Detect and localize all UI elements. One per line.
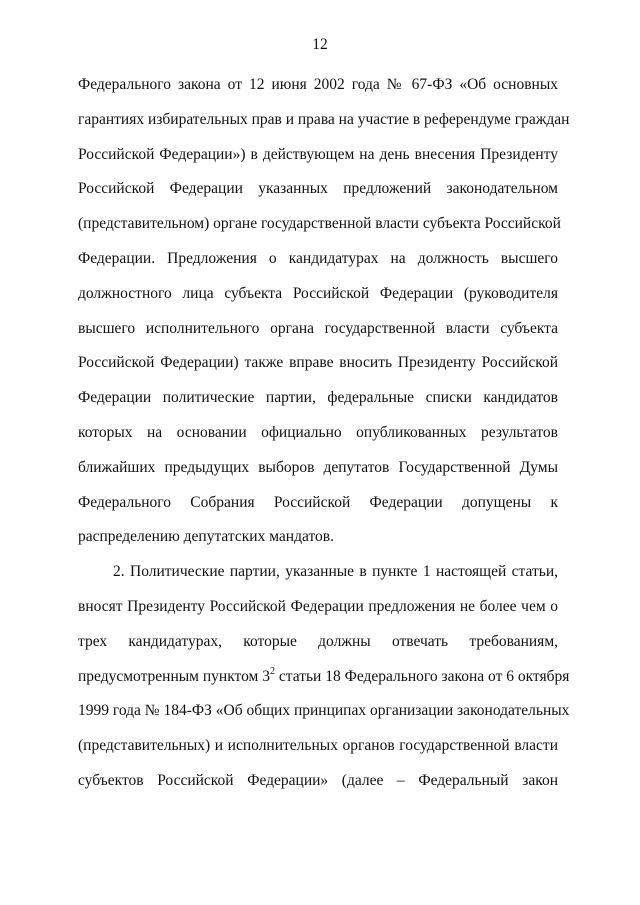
text-line: Федерального закона от 12 июня 2002 года № 67-ФЗ «Об основных — [78, 76, 558, 93]
line-18-before: предусмотренным пунктом 3 — [78, 668, 270, 685]
text-line: трех кандидатурах, которые должны отвечать требованиям, — [78, 633, 558, 650]
page-number: 12 — [312, 36, 328, 53]
text-line: Федерального Собрания Российской Федерации допущены к — [78, 494, 558, 511]
text-line: Федерации политические партии, федеральные списки кандидатов — [78, 389, 558, 406]
paragraph-2-first-line: 2. Политические партии, указанные в пункте 1 настоящей статьи, — [113, 563, 558, 580]
text-line: которых на основании официально опубликованных результатов — [78, 424, 558, 441]
text-line-with-superscript — [78, 665, 570, 688]
text-line: должностного лица субъекта Российской Федерации (руководителя — [78, 285, 558, 302]
text-line: гарантиях избирательных прав и права на участие в референдуме граждан — [78, 111, 570, 128]
text-line: 1999 года № 184-ФЗ «Об общих принципах организации законодательных — [78, 702, 570, 719]
superscript-2: 2 — [270, 665, 275, 677]
text-line: (представительном) органе государственной власти субъекта Российской — [78, 215, 561, 232]
text-line: субъектов Российской Федерации» (далее – Федеральный закон — [78, 772, 558, 789]
text-line: высшего исполнительного органа государственной власти субъекта — [78, 320, 558, 337]
text-line: Российской Федерации указанных предложений законодательном — [78, 180, 558, 197]
text-line: Российской Федерации) также вправе вносить Президенту Российской — [78, 354, 558, 371]
text-line: ближайших предыдущих выборов депутатов Государственной Думы — [78, 459, 558, 476]
text-line: Российской Федерации») в действующем на день внесения Президенту — [78, 146, 558, 163]
text-line: вносят Президенту Российской Федерации предложения не более чем о — [78, 598, 558, 615]
line-18-after: статьи 18 Федерального закона от 6 октября — [275, 668, 570, 685]
text-line: распределению депутатских мандатов. — [78, 528, 334, 545]
text-line: (представительных) и исполнительных органов государственной власти — [78, 737, 558, 754]
text-line: Федерации. Предложения о кандидатурах на должность высшего — [78, 250, 558, 267]
